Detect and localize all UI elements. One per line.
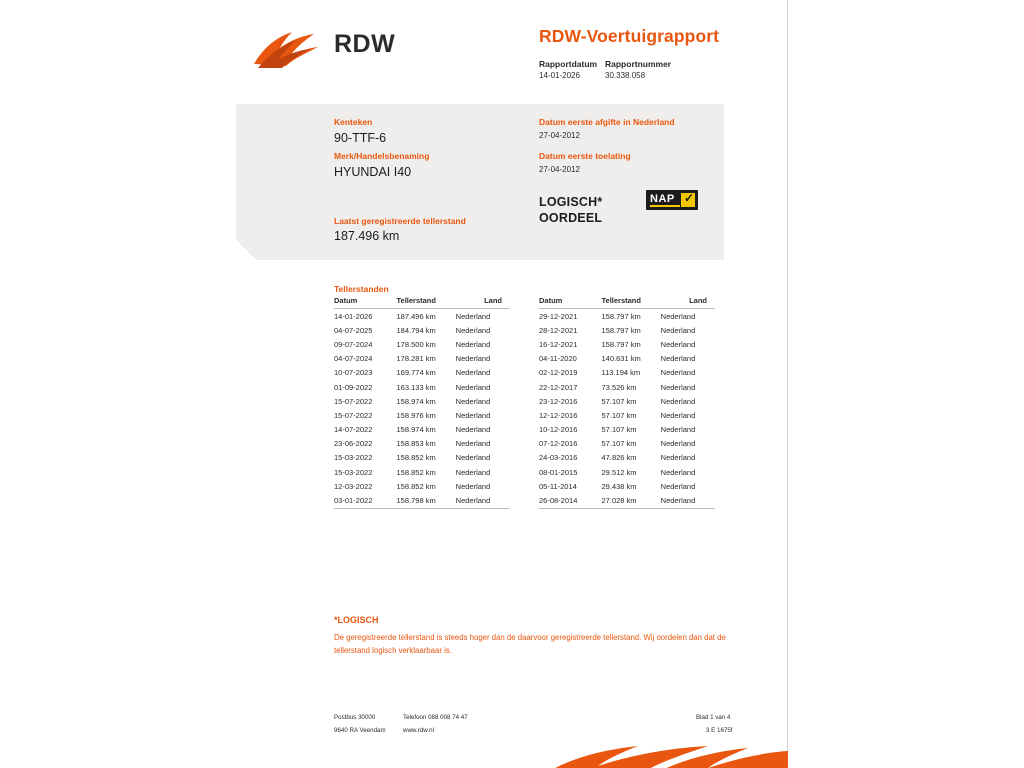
table-row <box>334 451 510 465</box>
table-row <box>539 323 715 337</box>
logisch-note-body: De geregistreerde tellerstand is steeds hoger dan de daarvoor geregistreerde tellerstand. Wij oordelen dan dat de tellerstand logisch verklaarbaar is. <box>334 633 726 655</box>
cell-tellerstand: 57.107 km <box>601 396 637 406</box>
cell-datum: 05-11-2014 <box>539 481 577 491</box>
first-admission-value: 27-04-2012 <box>539 165 580 174</box>
last-odometer-label: Laatst geregistreerde tellerstand <box>334 216 466 226</box>
table-row <box>334 337 510 351</box>
first-admission-label: Datum eerste toelating <box>539 151 631 161</box>
cell-land: Nederland <box>660 311 696 321</box>
table-row <box>539 366 715 380</box>
column-header-tellerstand: Tellerstand <box>397 296 456 309</box>
rdw-logo-mark <box>252 26 330 70</box>
table-row <box>334 394 510 408</box>
cell-datum: 23-12-2016 <box>539 396 578 406</box>
cell-land: Nederland <box>661 493 715 508</box>
table-header-row <box>539 296 715 309</box>
table-row <box>334 323 510 337</box>
footer-city: 9640 RA Veendam <box>334 727 386 734</box>
cell-datum: 15-07-2022 <box>334 410 373 420</box>
cell-tellerstand: 158.797 km <box>601 325 641 335</box>
cell-land: Nederland <box>660 425 696 435</box>
cell-datum: 10-07-2023 <box>334 368 373 378</box>
table-row <box>334 423 510 437</box>
footer-website[interactable]: www.rdw.nl <box>403 727 434 734</box>
cell-land: Nederland <box>660 467 696 477</box>
cell-datum: 16-12-2021 <box>539 339 578 349</box>
bottom-watermark-icon <box>548 742 788 768</box>
table-row <box>334 309 510 324</box>
cell-tellerstand: 163.133 km <box>396 382 436 392</box>
cell-tellerstand: 47.826 km <box>601 453 637 463</box>
cell-datum: 04-07-2025 <box>334 325 373 335</box>
cell-land: Nederland <box>455 481 491 491</box>
cell-land: Nederland <box>660 453 696 463</box>
cell-land: Nederland <box>455 425 491 435</box>
cell-datum: 26-08-2014 <box>539 493 602 508</box>
verdict-line-1: LOGISCH* <box>539 195 603 209</box>
cell-land: Nederland <box>455 325 491 335</box>
odometer-table-left <box>334 296 510 509</box>
last-odometer-value: 187.496 km <box>334 229 400 243</box>
cell-land: Nederland <box>660 382 696 392</box>
nap-underline <box>650 205 680 207</box>
cell-tellerstand: 187.496 km <box>396 311 436 321</box>
cell-datum: 14-01-2026 <box>334 311 373 321</box>
cell-datum: 23-06-2022 <box>334 439 373 449</box>
kenteken-value: 90-TTF-6 <box>334 131 387 145</box>
cell-tellerstand: 27.028 km <box>602 493 661 508</box>
odometer-section-title: Tellerstanden <box>334 284 389 294</box>
column-header-land: Land <box>661 296 715 309</box>
cell-land: Nederland <box>455 368 491 378</box>
cell-land: Nederland <box>660 396 696 406</box>
cell-datum: 12-03-2022 <box>334 481 373 491</box>
first-issue-value: 27-04-2012 <box>539 131 580 140</box>
cell-tellerstand: 178.500 km <box>396 339 436 349</box>
cell-tellerstand: 113.194 km <box>601 368 641 378</box>
cell-tellerstand: 57.107 km <box>601 425 637 435</box>
cell-tellerstand: 158.974 km <box>396 425 436 435</box>
cell-datum: 15-07-2022 <box>334 396 373 406</box>
footer-form-code: 3 E 1675f <box>706 727 733 734</box>
column-header-land: Land <box>456 296 510 309</box>
table-row <box>334 437 510 451</box>
cell-land: Nederland <box>455 453 491 463</box>
cell-datum: 08-01-2015 <box>539 467 578 477</box>
cell-datum: 09-07-2024 <box>334 339 373 349</box>
table-row <box>334 465 510 479</box>
cell-tellerstand: 169.774 km <box>396 368 436 378</box>
cell-tellerstand: 158.976 km <box>396 410 436 420</box>
cell-datum: 03-01-2022 <box>334 493 397 508</box>
verdict-block <box>539 194 602 226</box>
report-number-value: 30.338.058 <box>605 71 646 80</box>
table-row <box>539 337 715 351</box>
cell-land: Nederland <box>455 382 491 392</box>
cell-land: Nederland <box>660 410 696 420</box>
cell-tellerstand: 29.512 km <box>601 467 637 477</box>
cell-land: Nederland <box>660 354 696 364</box>
rdw-logo <box>252 20 396 70</box>
table-row <box>539 451 715 465</box>
table-header-row <box>334 296 510 309</box>
report-number-label: Rapportnummer <box>605 59 672 69</box>
cell-tellerstand: 57.107 km <box>601 410 637 420</box>
cell-land: Nederland <box>455 439 491 449</box>
cell-tellerstand: 158.798 km <box>397 493 456 508</box>
nap-badge-text: NAP <box>650 193 675 205</box>
cell-datum: 29-12-2021 <box>539 311 578 321</box>
cell-land: Nederland <box>455 339 491 349</box>
footer-postbus: Postbus 30000 <box>334 714 376 721</box>
column-header-datum: Datum <box>334 296 397 309</box>
table-row <box>334 408 510 422</box>
report-date-value: 14-01-2026 <box>539 71 580 80</box>
table-row <box>334 366 510 380</box>
cell-datum: 14-07-2022 <box>334 425 373 435</box>
cell-tellerstand: 158.974 km <box>396 396 436 406</box>
table-row <box>334 479 510 493</box>
cell-datum: 12-12-2016 <box>539 410 578 420</box>
cell-tellerstand: 57.107 km <box>601 439 637 449</box>
rdw-logo-text: RDW <box>334 30 396 58</box>
table-row <box>539 380 715 394</box>
first-issue-label: Datum eerste afgifte in Nederland <box>539 117 675 127</box>
cell-tellerstand: 184.794 km <box>396 325 436 335</box>
cell-datum: 10-12-2016 <box>539 425 578 435</box>
cell-land: Nederland <box>660 325 696 335</box>
page-title: RDW-Voertuigrapport <box>539 26 720 46</box>
cell-datum: 28-12-2021 <box>539 325 578 335</box>
table-row <box>334 352 510 366</box>
cell-datum: 04-07-2024 <box>334 354 373 364</box>
cell-tellerstand: 158.852 km <box>396 467 436 477</box>
cell-land: Nederland <box>455 410 491 420</box>
table-row <box>539 493 715 508</box>
nap-badge <box>646 190 698 210</box>
logisch-note-title: *LOGISCH <box>334 615 379 625</box>
odometer-table-right <box>539 296 715 509</box>
table-row <box>539 423 715 437</box>
cell-tellerstand: 158.852 km <box>396 481 436 491</box>
cell-tellerstand: 158.797 km <box>601 339 641 349</box>
footer-page-number: Blad 1 van 4 <box>696 714 731 721</box>
vehicle-summary-panel <box>236 104 724 260</box>
cell-land: Nederland <box>455 311 491 321</box>
panel-corner-notch <box>236 240 258 262</box>
cell-land: Nederland <box>660 339 696 349</box>
cell-land: Nederland <box>660 368 696 378</box>
table-row <box>539 465 715 479</box>
verdict-line-2: OORDEEL <box>539 211 603 225</box>
cell-datum: 07-12-2016 <box>539 439 578 449</box>
cell-tellerstand: 158.797 km <box>601 311 641 321</box>
table-row <box>539 408 715 422</box>
cell-tellerstand: 158.853 km <box>396 439 436 449</box>
cell-datum: 22-12-2017 <box>539 382 578 392</box>
merk-value: HYUNDAI I40 <box>334 165 412 179</box>
cell-datum: 04-11-2020 <box>539 354 577 364</box>
cell-land: Nederland <box>660 481 696 491</box>
cell-land: Nederland <box>455 354 491 364</box>
kenteken-label: Kenteken <box>334 117 373 127</box>
report-date-label: Rapportdatum <box>539 59 598 69</box>
page-right-rule <box>787 0 788 768</box>
cell-land: Nederland <box>660 439 696 449</box>
cell-tellerstand: 158.852 km <box>396 453 436 463</box>
table-row <box>334 380 510 394</box>
cell-land: Nederland <box>456 493 510 508</box>
cell-datum: 01-09-2022 <box>334 382 373 392</box>
table-row <box>539 394 715 408</box>
cell-tellerstand: 73.526 km <box>601 382 637 392</box>
bottom-watermark <box>548 742 788 768</box>
cell-datum: 24-03-2016 <box>539 453 578 463</box>
cell-land: Nederland <box>455 396 491 406</box>
merk-label: Merk/Handelsbenaming <box>334 151 430 161</box>
footer-phone: Telefoon 088 008 74 47 <box>403 714 468 721</box>
cell-datum: 02-12-2019 <box>539 368 578 378</box>
column-header-datum: Datum <box>539 296 602 309</box>
checkmark-icon: ✓ <box>683 191 694 205</box>
cell-tellerstand: 29.438 km <box>601 481 637 491</box>
cell-tellerstand: 178.281 km <box>396 354 436 364</box>
table-row <box>539 309 715 324</box>
cell-datum: 15-03-2022 <box>334 453 373 463</box>
table-row <box>539 479 715 493</box>
cell-tellerstand: 140.631 km <box>601 354 641 364</box>
table-row <box>539 437 715 451</box>
cell-datum: 15-03-2022 <box>334 467 373 477</box>
cell-land: Nederland <box>455 467 491 477</box>
table-row <box>334 493 510 508</box>
column-header-tellerstand: Tellerstand <box>602 296 661 309</box>
table-row <box>539 352 715 366</box>
